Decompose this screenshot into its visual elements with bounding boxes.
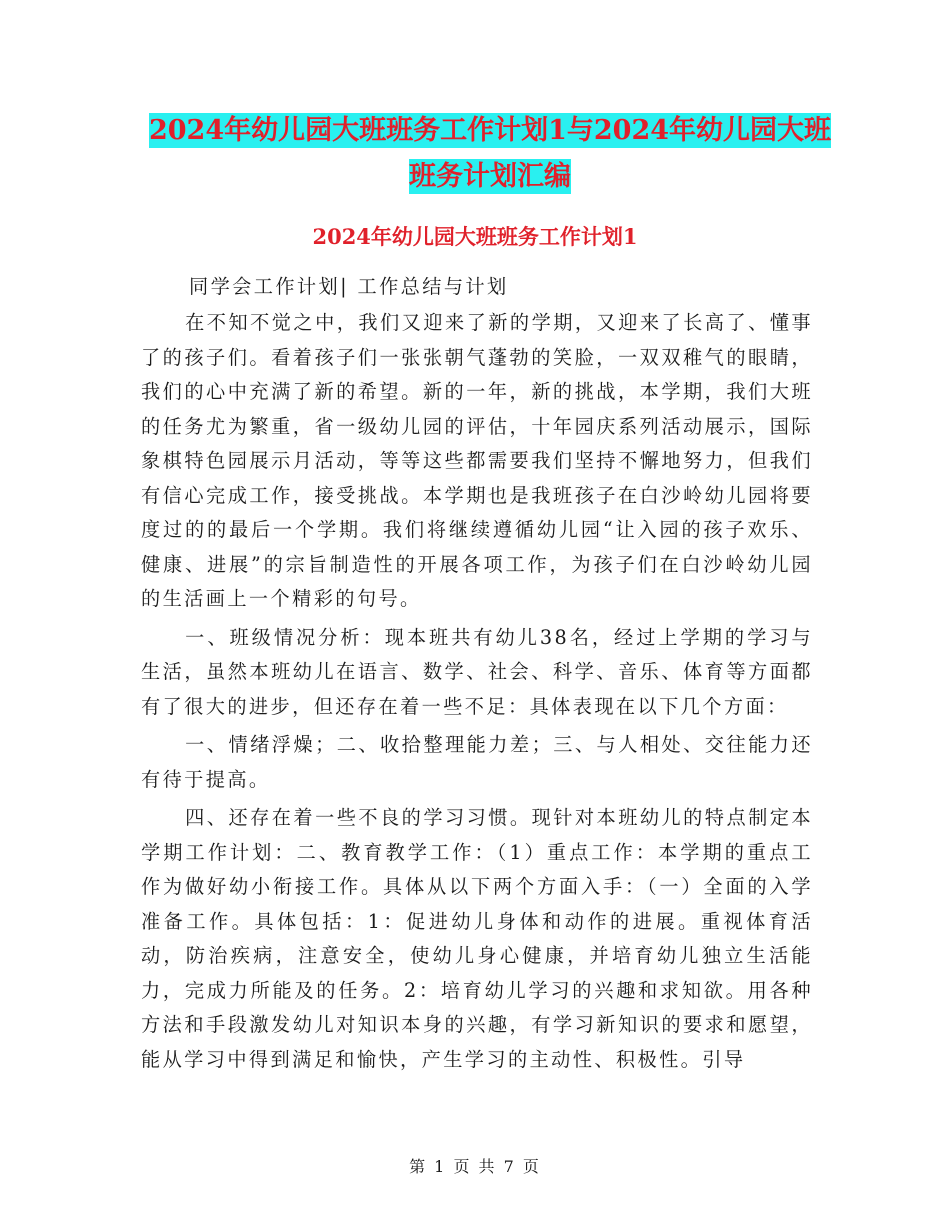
- paragraph-shortcomings: 一、情绪浮燥；二、收拾整理能力差；三、与人相处、交往能力还有待于提高。: [141, 733, 813, 791]
- document-title: 2024年幼儿园大班班务工作计划1与2024年幼儿园大班班务计划汇编: [148, 115, 832, 192]
- section-title: 2024年幼儿园大班班务工作计划1: [312, 224, 638, 249]
- paragraph-work-plan: 四、还存在着一些不良的学习习惯。现针对本班幼儿的特点制定本学期工作计划：二、教育教学工作：（1）重点工作：本学期的重点工作为做好幼小衔接工作。具体从以下两个方面入手：（一）全面的入学准备工作。具体包括：1：促进幼儿身体和动作的进展。重视体育活动，防治疾病，注意安全，使幼儿身心健康，并培育幼儿独立生活能力，完成力所能及的任务。2：培育幼儿学习的兴趣和求知欲。用各种方法和手段激发幼儿对知识本身的兴趣，有学习新知识的要求和愿望，能从学习中得到满足和愉快，产生学习的主动性、积极性。引导: [141, 806, 813, 1071]
- paragraph-class-analysis: 一、班级情况分析：现本班共有幼儿38名，经过上学期的学习与生活，虽然本班幼儿在语言、数学、社会、科学、音乐、体育等方面都有了很大的进步，但还存在着一些不足：具体表现在以下几个方面：: [141, 625, 813, 718]
- document-body: [141, 272, 813, 1077]
- paragraph-intro: 在不知不觉之中，我们又迎来了新的学期，又迎来了长高了、懂事了的孩子们。看着孩子们一张张朝气蓬勃的笑脸，一双双稚气的眼睛，我们的心中充满了新的希望。新的一年，新的挑战，本学期，我们大班的任务尤为繁重，省一级幼儿园的评估，十年园庆系列活动展示，国际象棋特色园展示月活动，等等这些都需要我们坚持不懈地努力，但我们有信心完成工作，接受挑战。本学期也是我班孩子在白沙岭幼儿园将要度过的的最后一个学期。我们将继续遵循幼儿园“让入园的孩子欢乐、健康、进展”的宗旨制造性的开展各项工作，为孩子们在白沙岭幼儿园的生活画上一个精彩的句号。: [141, 311, 813, 610]
- page-number-footer: 第 1 页 共 7 页: [409, 1157, 541, 1176]
- document-subtitle: 同学会工作计划| 工作总结与计划: [189, 275, 509, 298]
